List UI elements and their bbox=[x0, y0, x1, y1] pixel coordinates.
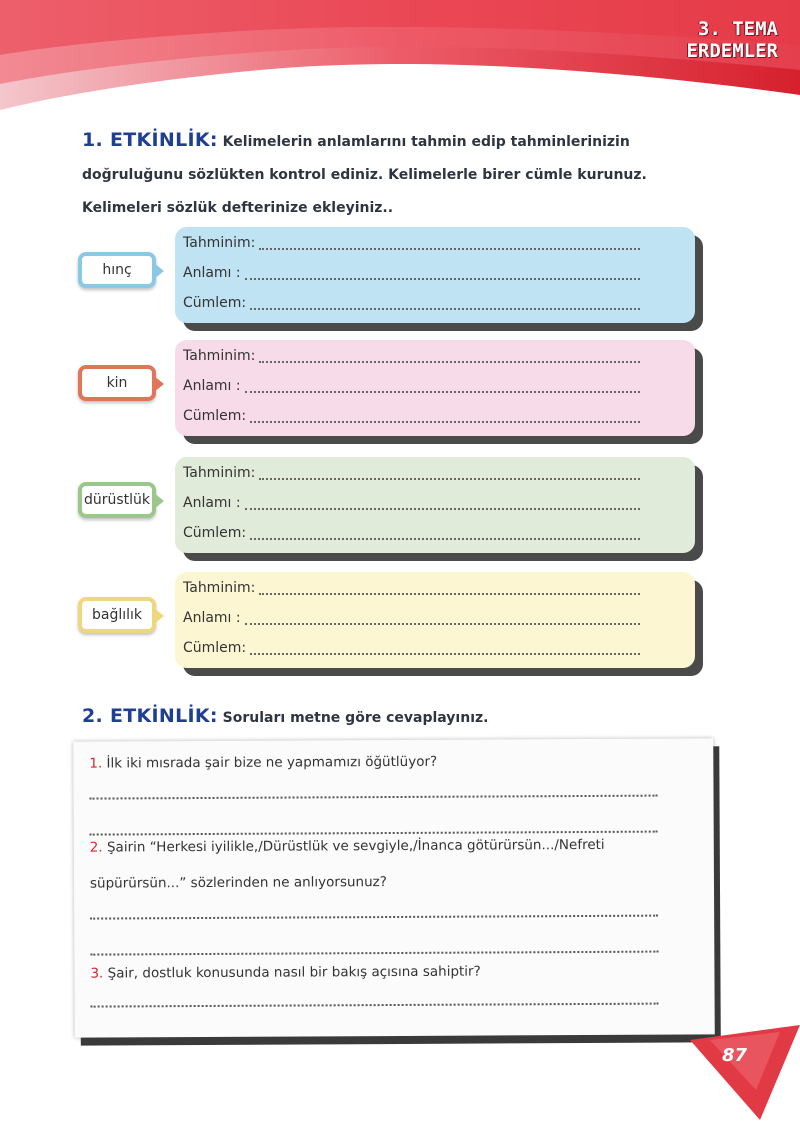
meaning-line[interactable] bbox=[183, 265, 640, 285]
sentence-label: Cümlem: bbox=[183, 295, 247, 311]
dotted-answer-line[interactable] bbox=[259, 580, 640, 595]
meaning-line[interactable] bbox=[183, 495, 640, 515]
question-3 bbox=[90, 953, 670, 992]
answer-line[interactable] bbox=[90, 915, 658, 920]
guess-label: Tahminim: bbox=[183, 235, 256, 251]
page-number: 87 bbox=[722, 1045, 748, 1066]
question-text: Şair, dostluk konusunda nasıl bir bakış açısına sahiptir? bbox=[107, 963, 481, 982]
question-number: 1. bbox=[89, 755, 103, 772]
question-number: 2. bbox=[89, 839, 103, 856]
word-text: bağlılık bbox=[91, 607, 143, 623]
meaning-label: Anlamı : bbox=[183, 610, 241, 626]
word-tag bbox=[78, 252, 156, 288]
theme-number: 3. TEMA bbox=[697, 18, 778, 40]
theme-title: ERDEMLER bbox=[686, 40, 778, 62]
dotted-answer-line[interactable] bbox=[250, 408, 640, 423]
word-text: dürüstlük bbox=[83, 492, 151, 508]
dotted-answer-line[interactable] bbox=[245, 378, 640, 393]
activity1-instruction: Kelimelerin anlamlarını tahmin edip tahminlerinizin doğruluğunu sözlükten kontrol ediniz. Kelimelerle birer cümle kurunuz. Kelimeleri sözlük defterinize ekleyiniz.. bbox=[82, 134, 647, 216]
sentence-line[interactable] bbox=[183, 295, 640, 315]
arrow-icon bbox=[154, 376, 164, 392]
dotted-answer-line[interactable] bbox=[250, 525, 640, 540]
sentence-line[interactable] bbox=[183, 525, 640, 545]
meaning-line[interactable] bbox=[183, 610, 640, 630]
word-box bbox=[175, 572, 695, 668]
meaning-label: Anlamı : bbox=[183, 495, 241, 511]
dotted-answer-line[interactable] bbox=[259, 235, 640, 250]
meaning-label: Anlamı : bbox=[183, 378, 241, 394]
guess-line[interactable] bbox=[183, 580, 640, 600]
dotted-answer-line[interactable] bbox=[245, 265, 640, 280]
question-sheet bbox=[73, 738, 715, 1037]
word-box bbox=[175, 227, 695, 323]
sentence-line[interactable] bbox=[183, 640, 640, 660]
answer-line[interactable] bbox=[90, 795, 658, 800]
header-banner bbox=[0, 0, 800, 125]
question-1 bbox=[89, 743, 669, 782]
guess-line[interactable] bbox=[183, 348, 640, 368]
dotted-answer-line[interactable] bbox=[250, 295, 640, 310]
question-2 bbox=[90, 827, 670, 902]
guess-line[interactable] bbox=[183, 465, 640, 485]
dotted-answer-line[interactable] bbox=[250, 640, 640, 655]
word-tag bbox=[78, 597, 156, 633]
activity1-number: 1. ETKİNLİK: bbox=[82, 129, 218, 151]
activity1-instruction-block bbox=[82, 124, 702, 225]
meaning-line[interactable] bbox=[183, 378, 640, 398]
guess-label: Tahminim: bbox=[183, 465, 256, 481]
question-text: Şairin “Herkesi iyilikle,/Dürüstlük ve sevgiyle,/İnanca götürürsün.../Nefreti süpürürsün...” sözlerinden ne anlıyorsunuz? bbox=[89, 836, 605, 892]
question-number: 3. bbox=[90, 965, 104, 982]
theme-label bbox=[686, 18, 778, 62]
arrow-icon bbox=[154, 263, 164, 279]
sentence-label: Cümlem: bbox=[183, 525, 247, 541]
sentence-line[interactable] bbox=[183, 408, 640, 428]
arrow-icon bbox=[154, 493, 164, 509]
word-tag bbox=[78, 365, 156, 401]
dotted-answer-line[interactable] bbox=[245, 495, 640, 510]
dotted-answer-line[interactable] bbox=[259, 465, 640, 480]
dotted-answer-line[interactable] bbox=[259, 348, 640, 363]
word-tag bbox=[78, 482, 156, 518]
arrow-icon bbox=[154, 608, 164, 624]
word-box bbox=[175, 457, 695, 553]
sentence-label: Cümlem: bbox=[183, 408, 247, 424]
word-box bbox=[175, 340, 695, 436]
question-text: İlk iki mısrada şair bize ne yapmamızı öğütlüyor? bbox=[106, 753, 438, 772]
guess-label: Tahminim: bbox=[183, 580, 256, 596]
dotted-answer-line[interactable] bbox=[245, 610, 640, 625]
activity2-instruction: Soruları metne göre cevaplayınız. bbox=[222, 710, 489, 726]
guess-line[interactable] bbox=[183, 235, 640, 255]
sentence-label: Cümlem: bbox=[183, 640, 247, 656]
activity2-heading bbox=[82, 705, 488, 727]
activity2-number: 2. ETKİNLİK: bbox=[82, 705, 218, 727]
guess-label: Tahminim: bbox=[183, 348, 256, 364]
word-text: kin bbox=[106, 375, 128, 391]
meaning-label: Anlamı : bbox=[183, 265, 241, 281]
answer-line[interactable] bbox=[91, 1003, 659, 1008]
word-text: hınç bbox=[102, 262, 132, 278]
